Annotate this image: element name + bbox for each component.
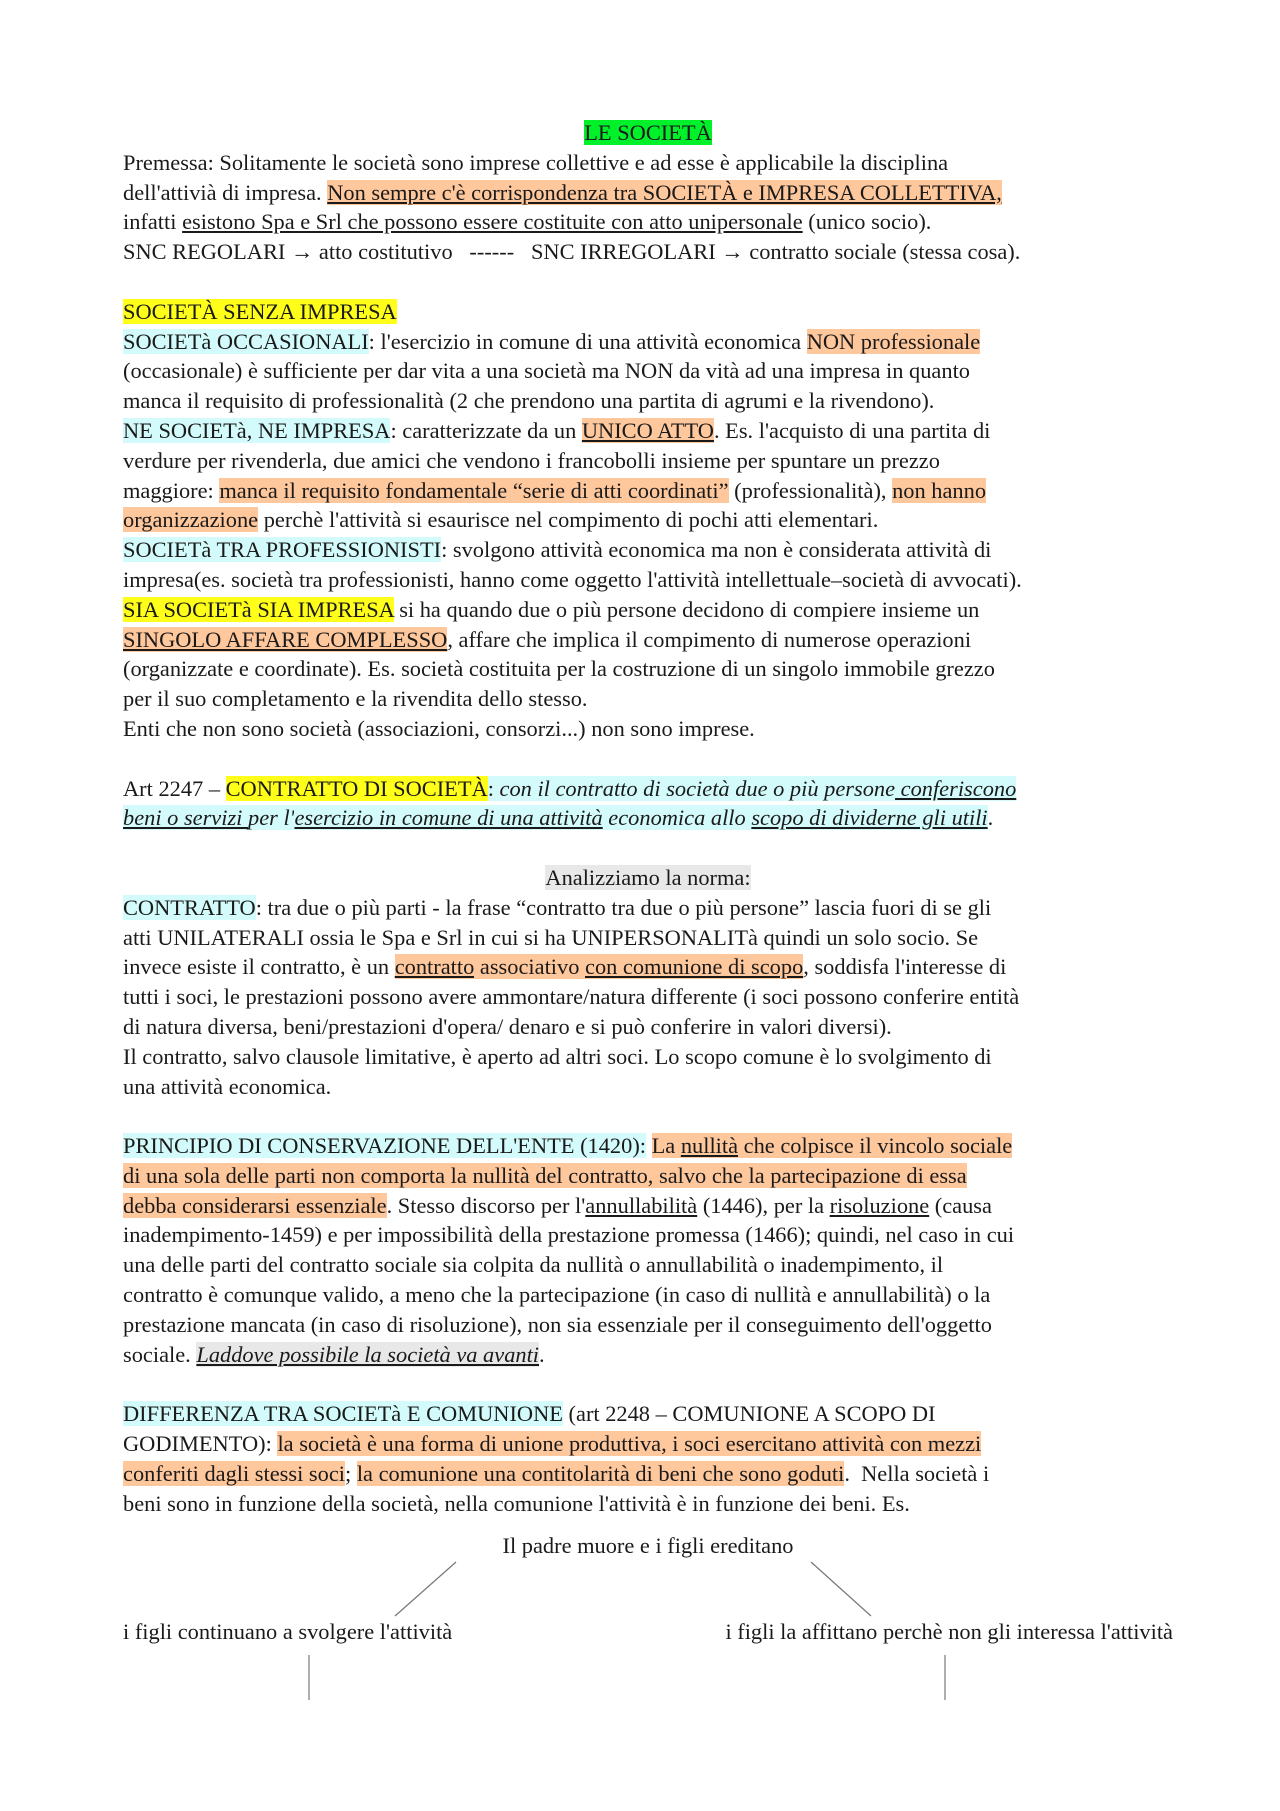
tree-root <box>123 1531 1173 1561</box>
premessa-line-1 <box>123 148 1173 178</box>
text-span: infatti <box>123 209 183 235</box>
text-span: (causa <box>929 1192 992 1218</box>
highlight-text: La <box>651 1133 681 1159</box>
text-span: : <box>487 775 500 801</box>
paragraph-line <box>123 684 1173 714</box>
text-span: . <box>539 1341 545 1367</box>
paragraph-line <box>123 714 1173 744</box>
paragraph-line <box>123 476 1173 506</box>
paragraph-line <box>123 505 1173 535</box>
paragraph-line <box>123 1429 1173 1459</box>
text-span: perchè l'attività si esaurisce nel compimento di pochi atti elementari. <box>258 507 879 533</box>
text-span: per il suo completamento e la rivendita dello stesso. <box>123 686 588 712</box>
article-line-2 <box>123 803 1173 833</box>
text-span: , soddisfa l'interesse di <box>803 954 1007 980</box>
text-span: (art 2248 – COMUNIONE A SCOPO DI <box>562 1401 936 1427</box>
term-label: DIFFERENZA TRA SOCIETà E COMUNIONE <box>123 1401 563 1427</box>
text-span: ; <box>345 1460 357 1486</box>
spacer <box>123 267 1173 297</box>
article-quote: beni o servizi <box>123 805 248 831</box>
highlight-text: organizzazione <box>123 507 259 533</box>
term-label: SOCIETà TRA PROFESSIONISTI <box>123 537 442 563</box>
highlight-text: di una sola delle parti non comporta la nullità del contratto, salvo che la partecipazione di essa <box>123 1162 967 1188</box>
text-span: di natura diversa, beni/prestazioni d'opera/ denaro e si può conferire in valori diversi). <box>123 1013 892 1039</box>
underlined-text: annullabilità <box>585 1192 698 1218</box>
spacer <box>123 833 1173 863</box>
spacer <box>123 744 1173 774</box>
paragraph-line <box>123 327 1173 357</box>
paragraph-line <box>123 1161 1173 1191</box>
paragraph-line <box>123 1250 1173 1280</box>
text-span: maggiore: <box>123 477 220 503</box>
paragraph-line <box>123 1310 1173 1340</box>
text-span: . Es. l'acquisto di una partita di <box>713 417 991 443</box>
highlight-text: NON professionale <box>806 328 981 354</box>
term-label: SOCIETà OCCASIONALI <box>123 328 369 354</box>
term-label: SIA SOCIETà SIA IMPRESA <box>123 596 394 622</box>
text-span: (occasionale) è sufficiente per dar vita a una società ma NON da vità ad una impresa in quanto <box>123 358 970 384</box>
section-heading: SOCIETÀ SENZA IMPRESA <box>123 298 397 324</box>
premessa-line-4 <box>123 237 1173 267</box>
text-span: una delle parti del contratto sociale sia colpita da nullità o annullabilità o inadempimento, il <box>123 1252 944 1278</box>
text-span: si ha quando due o più persone decidono di compiere insieme un <box>393 596 980 622</box>
highlight-text: la comunione una contitolarità di beni che sono goduti <box>356 1460 845 1486</box>
text-span: : svolgono attività economica ma non è considerata attività di <box>441 537 992 563</box>
text-span: una attività economica. <box>123 1073 332 1099</box>
article-title: CONTRATTO DI SOCIETÀ <box>225 775 488 801</box>
paragraph-line <box>123 1340 1173 1370</box>
highlight-text: SINGOLO AFFARE COMPLESSO <box>123 626 448 652</box>
text-span: Il contratto, salvo clausole limitative, è aperto ad altri soci. Lo scopo comune è lo svolgimento di <box>123 1043 992 1069</box>
paragraph-line <box>123 893 1173 923</box>
paragraph-line <box>123 595 1173 625</box>
article-quote: per l' <box>248 805 295 831</box>
connector-right <box>811 1562 871 1616</box>
article-quote: economica allo <box>602 805 752 831</box>
tree-branch-right: i figli la affittano perchè non gli interessa l'attività <box>725 1619 1173 1644</box>
paragraph-line <box>123 1191 1173 1221</box>
highlight-text: conferiti dagli stessi soci <box>123 1460 345 1486</box>
term-label: NE SOCIETà, NE IMPRESA <box>123 417 391 443</box>
text-span: inadempimento-1459) e per impossibilità della prestazione promessa (1466); quindi, nel caso in cui <box>123 1222 1015 1248</box>
text-span: sociale. <box>123 1341 197 1367</box>
spacer <box>123 1369 1173 1399</box>
text-span <box>646 1133 652 1158</box>
highlight-text: contratto <box>394 954 475 980</box>
text-span: . Stesso discorso per l' <box>386 1192 586 1218</box>
inheritance-tree <box>123 1533 1173 1700</box>
paragraph-line <box>123 982 1173 1012</box>
text-span: (organizzate e coordinate). Es. società costituita per la costruzione di un singolo immobile grezzo <box>123 656 995 682</box>
connector-left <box>395 1562 456 1616</box>
highlight-text: debba considerarsi essenziale <box>123 1192 387 1218</box>
highlight-text: nullità <box>680 1133 739 1159</box>
tree-root-text: Il padre muore e i figli ereditano <box>502 1533 794 1558</box>
paragraph-line <box>123 1012 1173 1042</box>
paragraph-line <box>123 1399 1173 1429</box>
term-label: PRINCIPIO DI CONSERVAZIONE DELL'ENTE (1420): <box>123 1133 646 1159</box>
text-span: Premessa: Solitamente le società sono imprese collettive e ad esse è applicabile la disciplina <box>123 149 949 175</box>
article-quote: conferiscono <box>895 775 1017 801</box>
underlined-text: risoluzione <box>829 1192 930 1218</box>
premessa-line-3 <box>123 207 1173 237</box>
text-span: beni sono in funzione della società, nella comunione l'attività è in funzione dei beni. Es. <box>123 1490 910 1516</box>
article-line-1 <box>123 774 1173 804</box>
paragraph-line <box>123 1489 1173 1519</box>
text-span: prestazione mancata (in caso di risoluzione), non sia essenziale per il conseguimento dell'oggetto <box>123 1311 992 1337</box>
paragraph-line <box>123 386 1173 416</box>
text-span: atti UNILATERALI ossia le Spa e Srl in cui si ha UNIPERSONALITà quindi un solo socio. Se <box>123 924 979 950</box>
text-span: (professionalità), <box>728 477 893 503</box>
paragraph-line <box>123 446 1173 476</box>
term-label: CONTRATTO <box>123 894 256 920</box>
highlight-text: Non sempre c'è corrispondenza tra SOCIETÀ e IMPRESA COLLETTIVA, <box>327 179 1002 205</box>
text-span: invece esiste il contratto, è un <box>123 954 395 980</box>
page-title: LE SOCIETÀ <box>584 120 712 145</box>
highlight-text: UNICO ATTO <box>581 417 714 443</box>
paragraph-line <box>123 1131 1173 1161</box>
highlight-text: manca il requisito fondamentale “serie di atti coordinati” <box>219 477 729 503</box>
article-quote: scopo di dividerne gli utili <box>751 805 988 831</box>
text-span: tutti i soci, le prestazioni possono avere ammontare/natura differente (i soci possono conferire entità <box>123 984 1020 1010</box>
text-span: (1446), per la <box>697 1192 830 1218</box>
highlight-text: la società è una forma di unione produttiva, i soci esercitano attività con mezzi <box>277 1431 982 1457</box>
text-span: manca il requisito di professionalità (2 che prendono una partita di agrumi e la rivendono). <box>123 388 935 414</box>
paragraph-line <box>123 356 1173 386</box>
paragraph-line <box>123 416 1173 446</box>
highlight-text: non hanno <box>892 477 987 503</box>
underlined-text: esistono Spa e Srl che possono essere costituite con atto unipersonale <box>182 209 803 235</box>
highlight-text: Laddove possibile la società va avanti <box>196 1341 540 1367</box>
tree-branch-left: i figli continuano a svolgere l'attività <box>123 1619 453 1644</box>
spacer <box>123 1101 1173 1131</box>
text-span: verdure per rivenderla, due amici che vendono i francobolli insieme per spuntare un prezzo <box>123 447 940 473</box>
text-span: dell'attivià di impresa. <box>123 179 328 205</box>
text-span: (unico socio). <box>802 209 932 235</box>
article-quote: con il contratto di società due o più persone <box>499 775 896 801</box>
title-line <box>123 118 1173 148</box>
document-page <box>123 118 1173 1518</box>
section-heading: Analizziamo la norma: <box>545 864 751 890</box>
article-quote: esercizio in comune di una attività <box>294 805 603 831</box>
text-span: : tra due o più parti - la frase “contratto tra due o più persone” lascia fuori di se gli <box>255 894 992 920</box>
text-span: , affare che implica il compimento di numerose operazioni <box>447 626 972 652</box>
text-span: . <box>987 805 994 831</box>
premessa-line-2 <box>123 178 1173 208</box>
section-heading-line <box>123 297 1173 327</box>
norma-heading-line <box>123 863 1173 893</box>
text-span: SNC REGOLARI → atto costitutivo ------ SNC IRREGOLARI → contratto sociale (stessa cosa). <box>123 239 1021 265</box>
paragraph-line <box>123 923 1173 953</box>
paragraph-line <box>123 1072 1173 1102</box>
text-span: : caratterizzate da un <box>390 417 582 443</box>
paragraph-line <box>123 1042 1173 1072</box>
highlight-text: che colpisce il vincolo sociale <box>738 1133 1013 1159</box>
paragraph-line <box>123 535 1173 565</box>
text-span: impresa(es. società tra professionisti, hanno come oggetto l'attività intellettuale–società di avvocati). <box>123 566 1022 592</box>
text-span: : l'esercizio in comune di una attività economica <box>368 328 807 354</box>
highlight-text: associativo <box>474 954 585 980</box>
paragraph-line <box>123 625 1173 655</box>
paragraph-line <box>123 1459 1173 1489</box>
paragraph-line <box>123 565 1173 595</box>
paragraph-line <box>123 654 1173 684</box>
text-span: contratto è comunque valido, a meno che la partecipazione (in caso di nullità e annullabilità) o la <box>123 1282 991 1308</box>
text-span: Art 2247 – <box>123 775 226 801</box>
text-span: Enti che non sono società (associazioni, consorzi...) non sono imprese. <box>123 715 755 741</box>
paragraph-line <box>123 1280 1173 1310</box>
highlight-text: con comunione di scopo <box>585 954 804 980</box>
paragraph-line <box>123 952 1173 982</box>
text-span: . Nella società i <box>844 1460 990 1486</box>
paragraph-line <box>123 1220 1173 1250</box>
text-span: GODIMENTO): <box>123 1431 278 1457</box>
